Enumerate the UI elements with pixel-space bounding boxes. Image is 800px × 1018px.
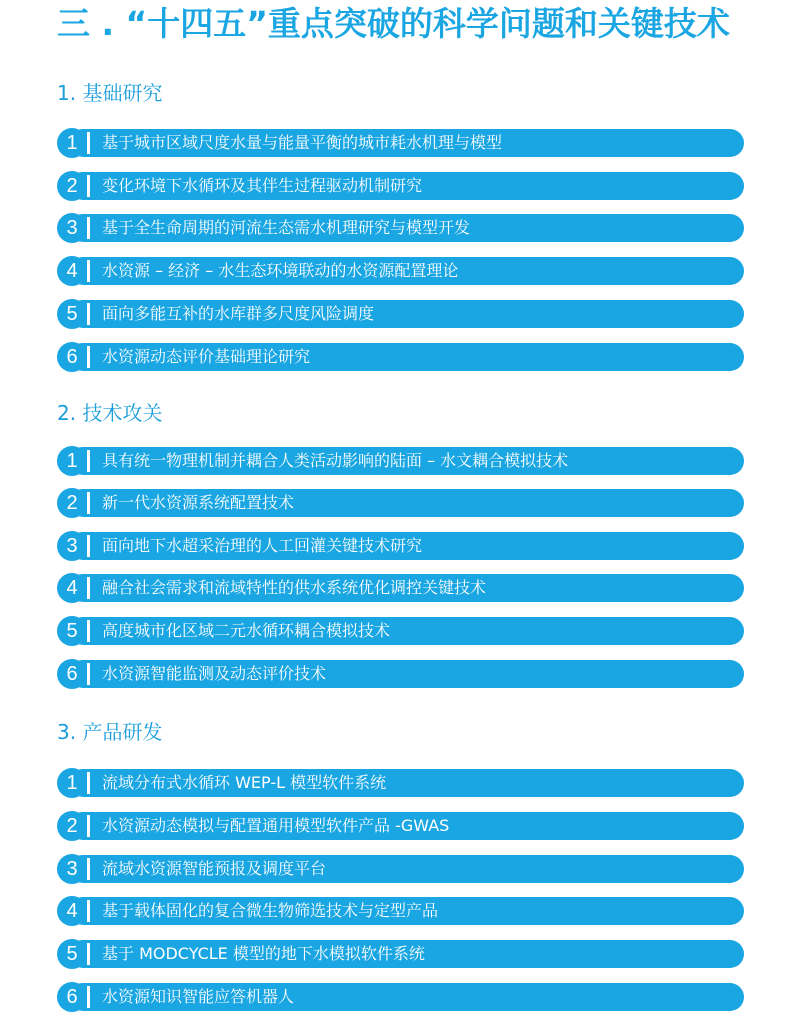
item-divider bbox=[87, 577, 90, 599]
item-label: 基于 MODCYCLE 模型的地下水模拟软件系统 bbox=[102, 944, 425, 963]
item-label: 高度城市化区域二元水循环耦合模拟技术 bbox=[102, 621, 391, 640]
item-number-badge: 6 bbox=[57, 342, 87, 372]
item-number-badge: 5 bbox=[57, 939, 87, 969]
item-number-badge: 4 bbox=[57, 573, 87, 603]
item-divider bbox=[87, 772, 90, 794]
item-divider bbox=[87, 620, 90, 642]
item-label: 基于全生命周期的河流生态需水机理研究与模型开发 bbox=[102, 218, 471, 237]
item-divider bbox=[87, 303, 90, 325]
item-number-badge: 3 bbox=[57, 854, 87, 884]
item-number-badge: 1 bbox=[57, 446, 87, 476]
item-divider bbox=[87, 492, 90, 514]
item-number-badge: 3 bbox=[57, 531, 87, 561]
item-number-badge: 5 bbox=[57, 616, 87, 646]
list-item bbox=[57, 300, 744, 328]
item-label: 水资源知识智能应答机器人 bbox=[102, 987, 295, 1006]
item-label: 面向多能互补的水库群多尺度风险调度 bbox=[102, 304, 375, 323]
item-number-badge: 4 bbox=[57, 256, 87, 286]
item-label: 流域水资源智能预报及调度平台 bbox=[102, 859, 327, 878]
list-item bbox=[57, 343, 744, 371]
item-divider bbox=[87, 986, 90, 1008]
item-divider bbox=[87, 943, 90, 965]
list-item bbox=[57, 983, 744, 1011]
item-label: 基于城市区域尺度水量与能量平衡的城市耗水机理与模型 bbox=[102, 133, 503, 152]
page-title: 三 . “十四五”重点突破的科学问题和关键技术 bbox=[57, 4, 730, 43]
item-label: 流域分布式水循环 WEP-L 模型软件系统 bbox=[102, 773, 387, 792]
list-item bbox=[57, 489, 744, 517]
list-item bbox=[57, 940, 744, 968]
item-number-badge: 2 bbox=[57, 811, 87, 841]
item-number-badge: 3 bbox=[57, 213, 87, 243]
list-item bbox=[57, 660, 744, 688]
list-item bbox=[57, 532, 744, 560]
item-divider bbox=[87, 346, 90, 368]
item-divider bbox=[87, 858, 90, 880]
item-divider bbox=[87, 260, 90, 282]
item-label: 水资源动态评价基础理论研究 bbox=[102, 347, 311, 366]
item-number-badge: 6 bbox=[57, 982, 87, 1012]
item-divider bbox=[87, 217, 90, 239]
list-item bbox=[57, 257, 744, 285]
item-number-badge: 1 bbox=[57, 768, 87, 798]
item-divider bbox=[87, 663, 90, 685]
item-divider bbox=[87, 900, 90, 922]
list-item bbox=[57, 447, 744, 475]
item-number-badge: 6 bbox=[57, 659, 87, 689]
item-label: 融合社会需求和流域特性的供水系统优化调控关键技术 bbox=[102, 578, 487, 597]
list-item bbox=[57, 769, 744, 797]
item-label: 水资源智能监测及动态评价技术 bbox=[102, 664, 327, 683]
item-divider bbox=[87, 132, 90, 154]
item-label: 基于载体固化的复合微生物筛选技术与定型产品 bbox=[102, 901, 439, 920]
item-number-badge: 2 bbox=[57, 488, 87, 518]
list-item bbox=[57, 172, 744, 200]
item-label: 面向地下水超采治理的人工回灌关键技术研究 bbox=[102, 536, 423, 555]
item-divider bbox=[87, 450, 90, 472]
item-number-badge: 5 bbox=[57, 299, 87, 329]
item-divider bbox=[87, 535, 90, 557]
item-label: 新一代水资源系统配置技术 bbox=[102, 493, 295, 512]
item-number-badge: 4 bbox=[57, 896, 87, 926]
item-label: 水资源 – 经济 – 水生态环境联动的水资源配置理论 bbox=[102, 261, 459, 280]
list-item bbox=[57, 574, 744, 602]
item-label: 具有统一物理机制并耦合人类活动影响的陆面 – 水文耦合模拟技术 bbox=[102, 451, 569, 470]
section-heading-product-development: 3. 产品研发 bbox=[57, 720, 163, 744]
list-item bbox=[57, 855, 744, 883]
list-item bbox=[57, 214, 744, 242]
item-divider bbox=[87, 175, 90, 197]
section-heading-technical-research: 2. 技术攻关 bbox=[57, 401, 163, 425]
section-heading-basic-research: 1. 基础研究 bbox=[57, 81, 163, 105]
item-number-badge: 1 bbox=[57, 128, 87, 158]
list-item bbox=[57, 812, 744, 840]
item-label: 水资源动态模拟与配置通用模型软件产品 -GWAS bbox=[102, 816, 450, 835]
list-item bbox=[57, 129, 744, 157]
list-item bbox=[57, 617, 744, 645]
item-label: 变化环境下水循环及其伴生过程驱动机制研究 bbox=[102, 176, 423, 195]
item-divider bbox=[87, 815, 90, 837]
list-item bbox=[57, 897, 744, 925]
item-number-badge: 2 bbox=[57, 171, 87, 201]
